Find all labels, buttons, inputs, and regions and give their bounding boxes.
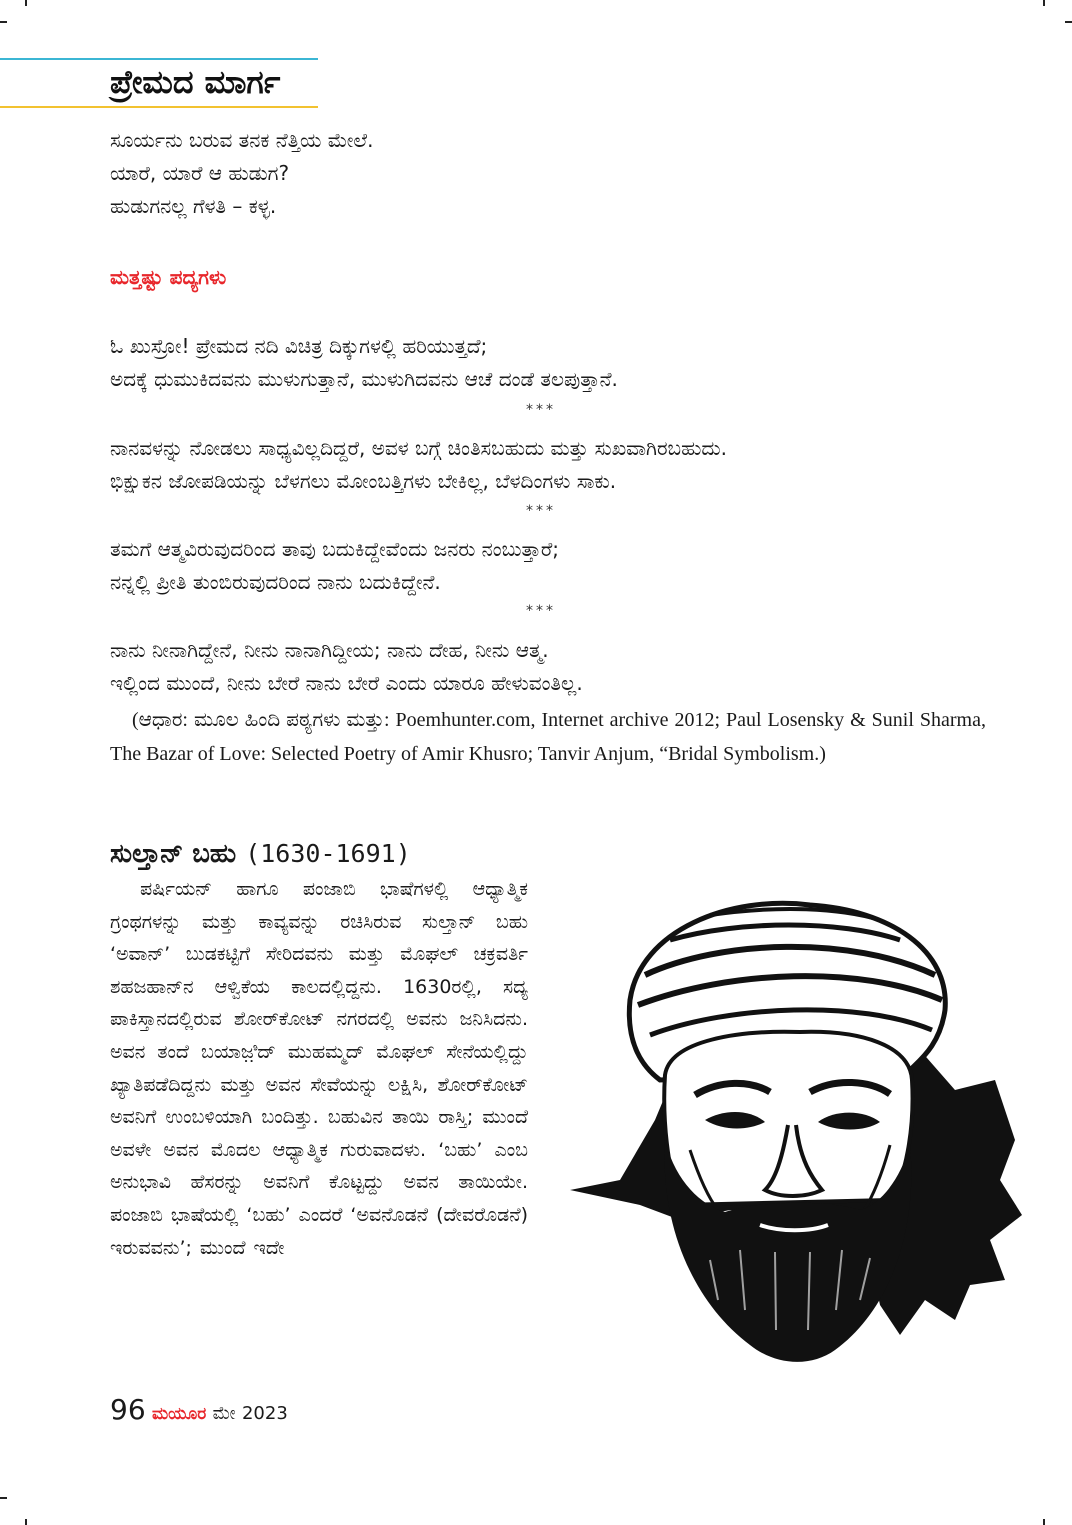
bio-title — [110, 836, 411, 872]
verse-top — [110, 124, 373, 223]
poem-3 — [110, 533, 559, 599]
poem-1 — [110, 330, 618, 396]
issue-year: 2023 — [241, 1403, 288, 1424]
crop-mark — [1043, 0, 1045, 6]
verse-line: ಹುಡುಗನಲ್ಲ ಗೆಳತಿ – ಕಳ್ಳ. — [110, 194, 277, 218]
bio-years: (1630-1691) — [245, 839, 411, 868]
section-title: ಪ್ರೇಮದ ಮಾರ್ಗ — [110, 63, 281, 101]
poem-line: ಓ ಖುಸ್ರೋ! ಪ್ರೇಮದ ನದಿ ವಿಚಿತ್ರ ದಿಕ್ಕುಗಳಲ್ಲಿ ಹರಿಯುತ್ತದೆ; — [110, 334, 488, 358]
crop-mark — [0, 21, 7, 23]
poem-line: ತಮಗೆ ಆತ್ಮವಿರುವುದರಿಂದ ತಾವು ಬದುಕಿದ್ದೇವೆಂದು ಜನರು ನಂಬುತ್ತಾರೆ; — [110, 537, 560, 561]
header-rule-top — [0, 58, 318, 60]
poem-line: ಅದಕ್ಕೆ ಧುಮುಕಿದವನು ಮುಳುಗುತ್ತಾನೆ, ಮುಳುಗಿದವನು ಆಚೆ ದಂಡೆ ತಲಪುತ್ತಾನೆ. — [110, 367, 618, 391]
poem-4 — [110, 634, 583, 700]
bio-text: ಪರ್ಷಿಯನ್ ಹಾಗೂ ಪಂಜಾಬಿ ಭಾಷೆಗಳಲ್ಲಿ ಆಧ್ಯಾತ್ಮಿಕ ಗ್ರಂಥಗಳನ್ನು ಮತ್ತು ಕಾವ್ಯವನ್ನು ರಚಿಸಿರುವ ಸುಲ್ತಾನ್ ಬಹು ‘ಅವಾನ್’ ಬುಡಕಟ್ಟಿಗೆ ಸೇರಿದವನು ಮತ್ತು ಮೊಘಲ್ ಚಕ್ರವರ್ತಿ ಶಹಜಹಾನ್‌ನ ಆಳ್ವಿಕೆಯ ಕಾಲದಲ್ಲಿದ್ದನು. 1630ರಲ್ಲಿ, ಸದ್ಯ ಪಾಕಿಸ್ತಾನದಲ್ಲಿರುವ ಶೋರ್‌ಕೋಟ್ ನಗರದಲ್ಲಿ ಅವನು ಜನಿಸಿದನು. ಅವನ ತಂದೆ ಬಯಾಜ಼ಿದ್ ಮುಹಮ್ಮದ್ ಮೊಘಲ್ ಸೇನೆಯಲ್ಲಿದ್ದು ಖ್ಯಾತಿಪಡೆದಿದ್ದನು ಮತ್ತು ಅವನ ಸೇವೆಯನ್ನು ಲಕ್ಷಿಸಿ, ಶೋರ್‌ಕೋಟ್ ಅವನಿಗೆ ಉಂಬಳಿಯಾಗಿ ಬಂದಿತ್ತು. ಬಹುವಿನ ತಾಯಿ ರಾಸ್ತಿ; ಮುಂದೆ ಅವಳೇ ಅವನ ಮೊದಲ ಆಧ್ಯಾತ್ಮಿಕ ಗುರುವಾದಳು. ‘ಬಹು’ ಎಂಬ ಅನುಭಾವಿ ಹೆಸರನ್ನು ಅವನಿಗೆ ಕೊಟ್ಟದ್ದು ಅವನ ತಾಯಿಯೇ. ಪಂಜಾಬಿ ಭಾಷೆಯಲ್ಲಿ ‘ಬಹು’ ಎಂದರೆ ‘ಅವನೊಡನೆ (ದೇವರೊಡನೆ) ಇರುವವನು’; ಮುಂದೆ ಇದೇ — [110, 878, 528, 1259]
page-number: 96 — [110, 1393, 146, 1426]
portrait-illustration-icon — [560, 880, 1030, 1375]
header-rule-bottom — [0, 106, 318, 108]
source-note: (ಆಧಾರ: ಮೂಲ ಹಿಂದಿ ಪಠ್ಯಗಳು ಮತ್ತು: Poemhunter.com, Internet archive 2012; Paul Losensky & Sunil Sharma, The Bazar of Love: Selected Poetry of Amir Khusro; Tanvir Anjum, “Bridal Symbolism.) — [110, 709, 986, 765]
bio-name: ಸುಲ್ತಾನ್ ಬಹು — [110, 839, 237, 869]
issue-month: ಮೇ — [212, 1403, 236, 1424]
crop-mark — [1043, 1519, 1045, 1525]
separator: *** — [526, 603, 556, 619]
separator: *** — [526, 503, 556, 519]
crop-mark — [25, 0, 27, 6]
poem-line: ನಾನವಳನ್ನು ನೋಡಲು ಸಾಧ್ಯವಿಲ್ಲದಿದ್ದರೆ, ಅವಳ ಬಗ್ಗೆ ಚಿಂತಿಸಬಹುದು ಮತ್ತು ಸುಖವಾಗಿರಬಹುದು. — [110, 436, 727, 460]
poem-2 — [110, 432, 727, 498]
verse-line: ಸೂರ್ಯನು ಬರುವ ತನಕ ನೆತ್ತಿಯ ಮೇಲೆ. — [110, 128, 374, 152]
crop-mark — [0, 1497, 7, 1499]
page-footer — [110, 1394, 288, 1430]
poem-line: ಇಲ್ಲಿಂದ ಮುಂದೆ, ನೀನು ಬೇರೆ ನಾನು ಬೇರೆ ಎಂದು ಯಾರೂ ಹೇಳುವಂತಿಲ್ಲ. — [110, 671, 583, 695]
poem-line: ನಾನು ನೀನಾಗಿದ್ದೇನೆ, ನೀನು ನಾನಾಗಿದ್ದೀಯ; ನಾನು ದೇಹ, ನೀನು ಆತ್ಮ. — [110, 638, 549, 662]
crop-mark — [25, 1519, 27, 1525]
crop-mark — [1065, 21, 1072, 23]
separator: *** — [526, 402, 556, 418]
subheading: ಮತ್ತಷ್ಟು ಪದ್ಯಗಳು — [110, 265, 227, 289]
poem-line: ನನ್ನಲ್ಲಿ ಪ್ರೀತಿ ತುಂಬಿರುವುದರಿಂದ ನಾನು ಬದುಕಿದ್ದೇನೆ. — [110, 570, 441, 594]
poem-line: ಭಿಕ್ಷುಕನ ಜೋಪಡಿಯನ್ನು ಬೆಳಗಲು ಮೋಂಬತ್ತಿಗಳು ಬೇಕಿಲ್ಲ, ಬೆಳದಿಂಗಳು ಸಾಕು. — [110, 469, 617, 493]
verse-line: ಯಾರೆ, ಯಾರೆ ಆ ಹುಡುಗ? — [110, 161, 290, 185]
magazine-name: ಮಯೂರ — [152, 1404, 207, 1424]
